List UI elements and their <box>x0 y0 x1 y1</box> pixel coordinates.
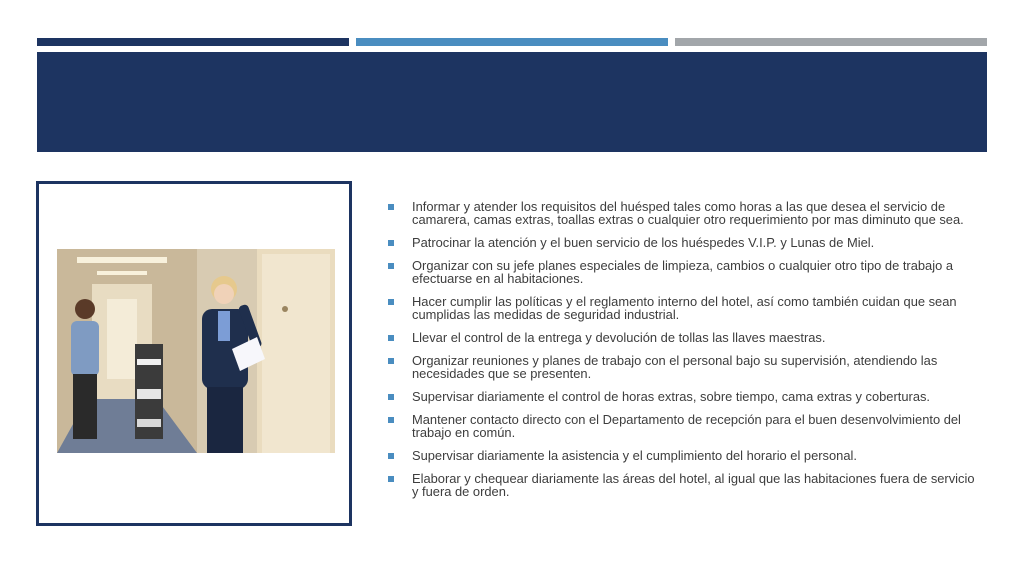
list-item <box>388 331 978 344</box>
list-item <box>388 449 978 462</box>
bullet-square-icon <box>388 204 394 210</box>
list-item <box>388 236 978 249</box>
list-item-text: Patrocinar la atención y el buen servicio de los huéspedes V.I.P. y Lunas de Miel. <box>412 235 875 250</box>
list-item-text: Supervisar diariamente la asistencia y el cumplimiento del horario el personal. <box>412 448 857 463</box>
list-item <box>388 413 978 439</box>
list-item-text: Llevar el control de la entrega y devolución de tollas las llaves maestras. <box>412 330 826 345</box>
list-item <box>388 200 978 226</box>
photo-frame <box>36 181 352 526</box>
bullet-square-icon <box>388 476 394 482</box>
accent-stripe-navy <box>37 38 349 46</box>
accent-stripe-gray <box>675 38 987 46</box>
bullet-square-icon <box>388 394 394 400</box>
list-item-text: Supervisar diariamente el control de horas extras, sobre tiempo, cama extras y coberturas. <box>412 389 931 404</box>
title-banner <box>37 52 987 152</box>
list-item <box>388 472 978 498</box>
list-item-text: Informar y atender los requisitos del huésped tales como horas a las que desea el servicio de camarera, camas extras, toallas extras o cualquier otro requerimiento por mas diminuto que sea. <box>412 199 964 227</box>
list-item-text: Elaborar y chequear diariamente las áreas del hotel, al igual que las habitaciones fuera de servicio y fuera de orden. <box>412 471 975 499</box>
bullet-square-icon <box>388 335 394 341</box>
bullet-square-icon <box>388 417 394 423</box>
list-item-text: Organizar reuniones y planes de trabajo con el personal bajo su supervisión, atendiendo las necesidades que se presenten. <box>412 353 938 381</box>
list-item <box>388 259 978 285</box>
bullet-square-icon <box>388 240 394 246</box>
accent-stripe-blue <box>356 38 668 46</box>
list-item-text: Hacer cumplir las políticas y el reglamento interno del hotel, así como también cuidan que sean cumplidas las medidas de seguridad industrial. <box>412 294 957 322</box>
list-item <box>388 295 978 321</box>
hotel-staff-photo <box>57 249 335 453</box>
bullet-square-icon <box>388 299 394 305</box>
bullet-square-icon <box>388 453 394 459</box>
list-item-text: Mantener contacto directo con el Departamento de recepción para el buen desenvolvimiento del trabajo en común. <box>412 412 961 440</box>
bullet-square-icon <box>388 263 394 269</box>
list-item <box>388 390 978 403</box>
list-item <box>388 354 978 380</box>
bullet-square-icon <box>388 358 394 364</box>
list-item-text: Organizar con su jefe planes especiales de limpieza, cambios o cualquier otro tipo de trabajo a efectuarse en al habitaciones. <box>412 258 953 286</box>
responsibilities-list <box>388 200 978 508</box>
